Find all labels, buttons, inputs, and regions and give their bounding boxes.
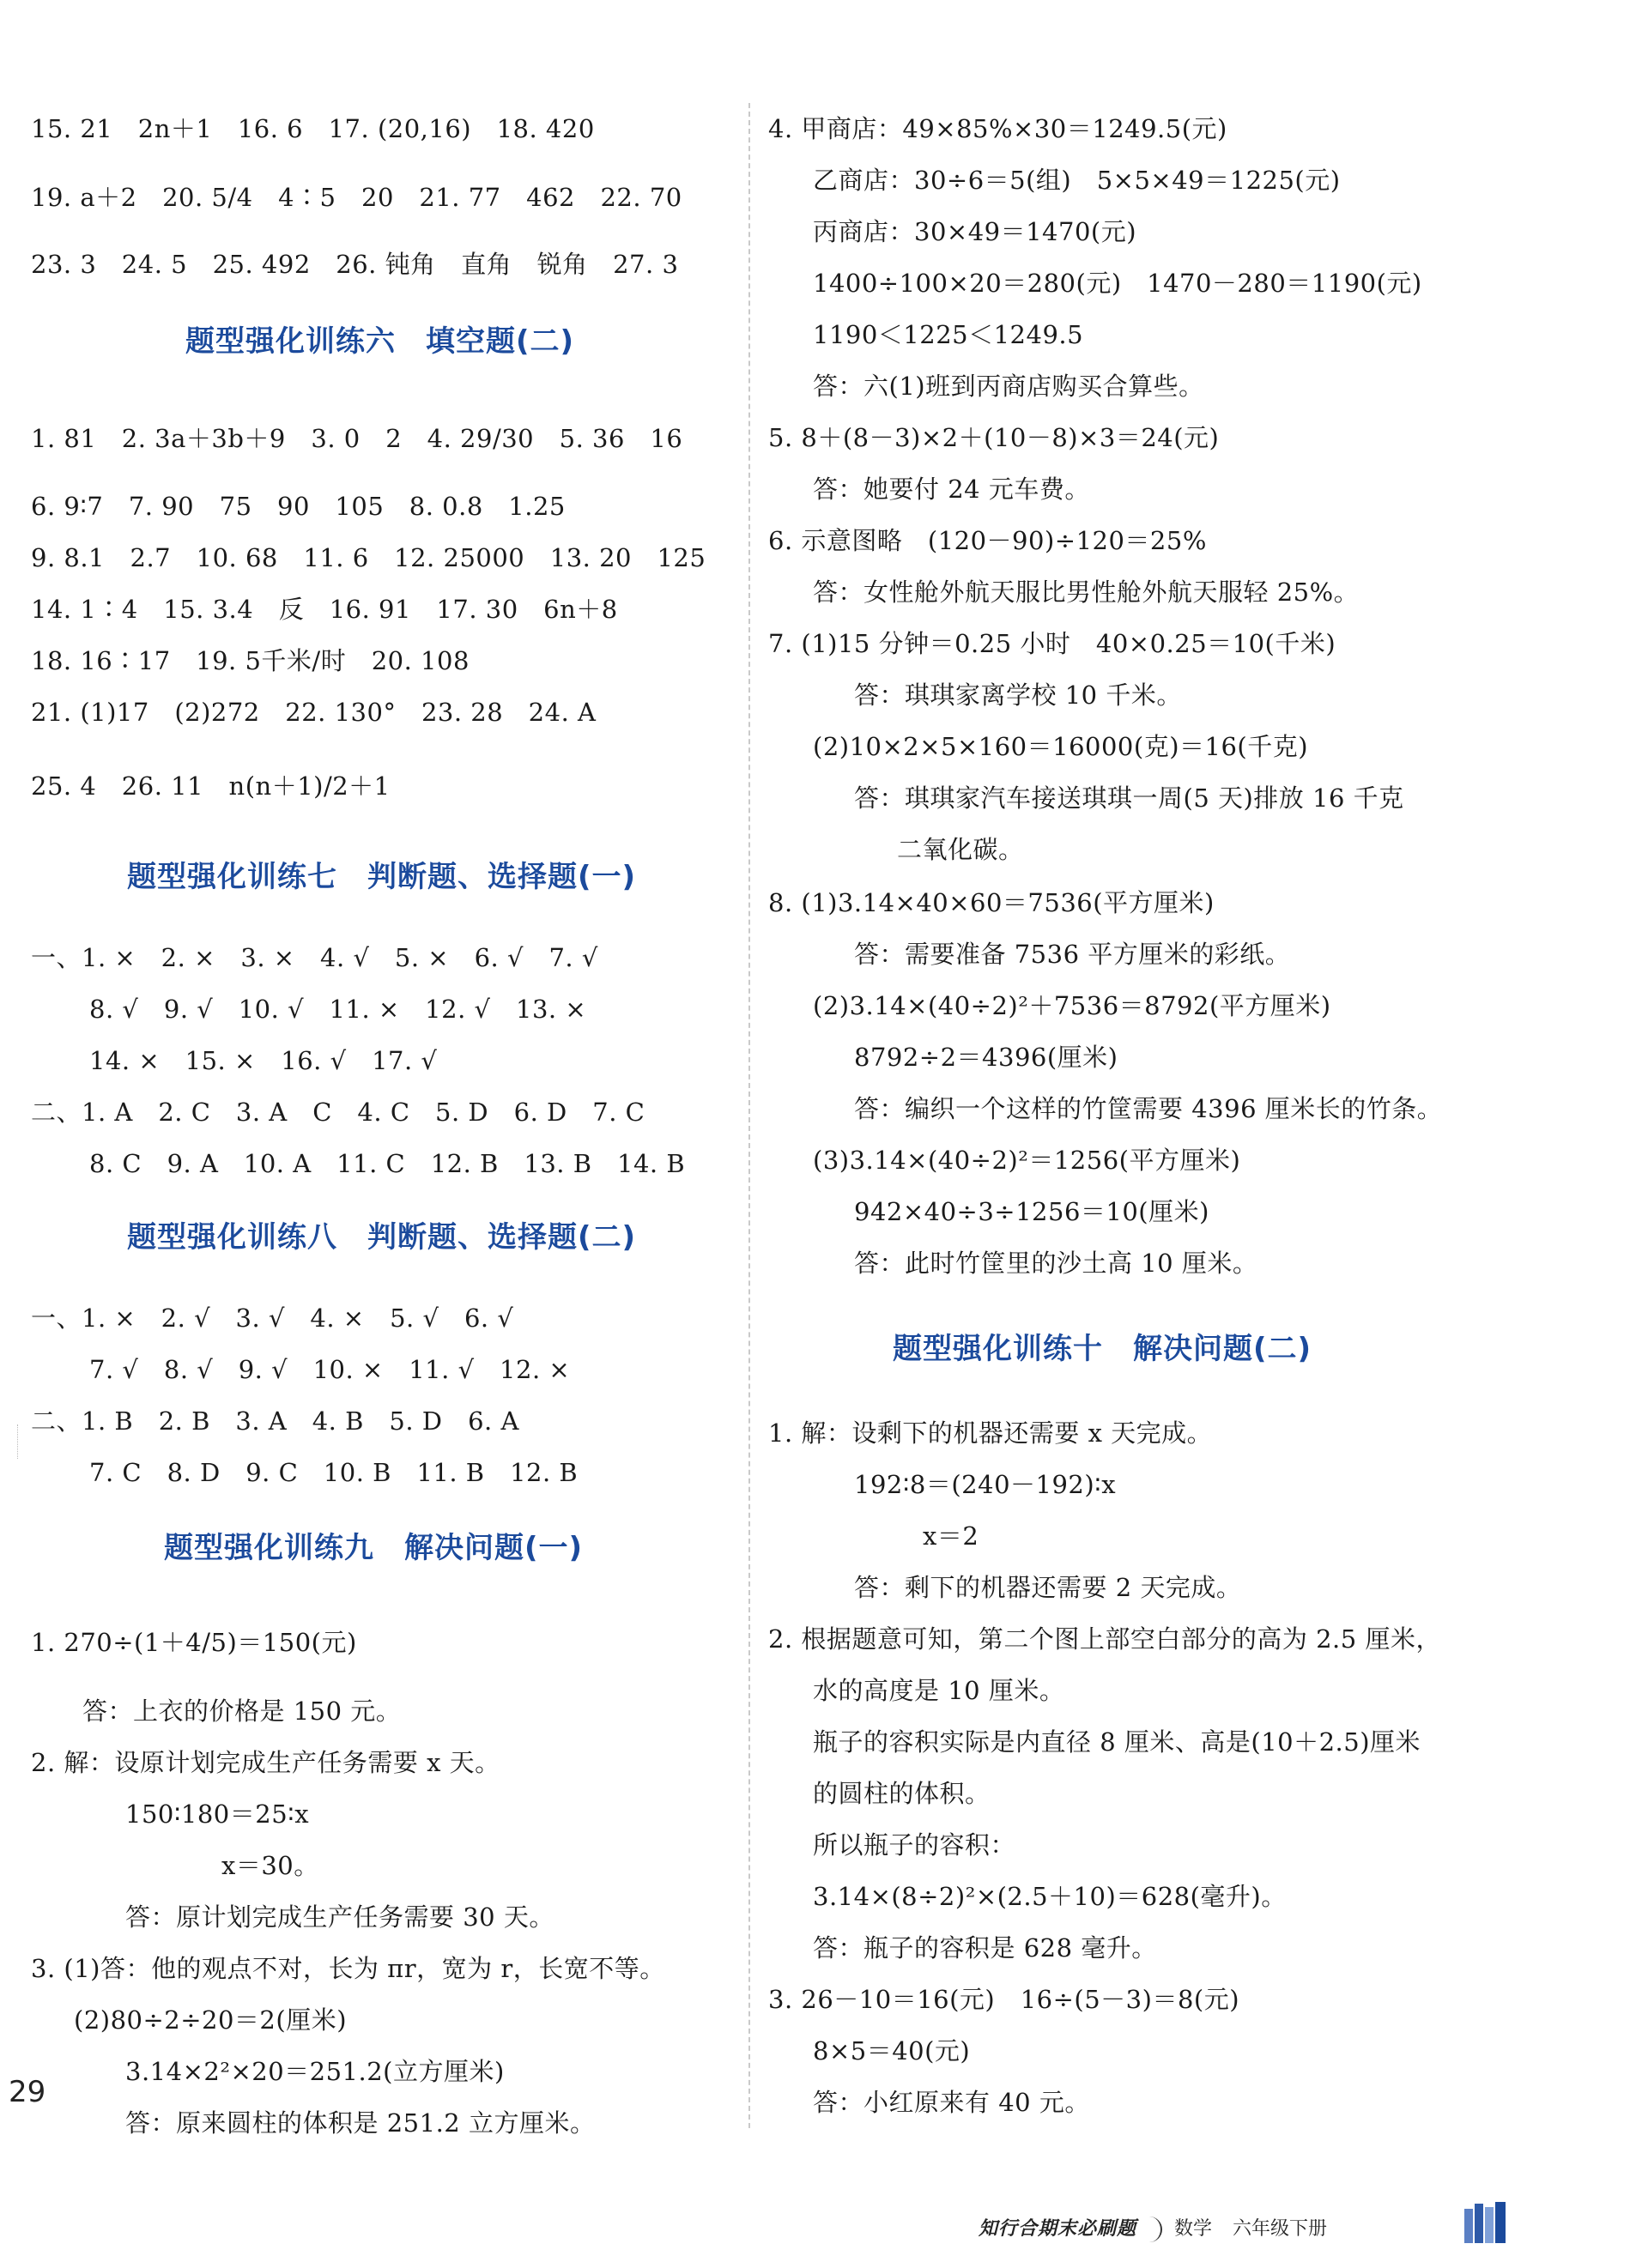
answer-line: 3. (1)答：他的观点不对，长为 πr，宽为 r，长宽不等。: [31, 1954, 665, 1983]
answer-line: 答：琪琪家汽车接送琪琪一周(5 天)排放 16 千克: [854, 783, 1404, 813]
answer-line: 答：此时竹筐里的沙土高 10 厘米。: [854, 1249, 1258, 1278]
answer-line: 14. × 15. × 16. √ 17. √: [89, 1046, 438, 1075]
answer-line: 丙商店：30×49＝1470(元): [813, 217, 1137, 246]
answer-line: 1. 270÷(1＋4/5)＝150(元): [31, 1628, 357, 1657]
answer-line: 答：瓶子的容积是 628 毫升。: [813, 1933, 1157, 1963]
page-number: 29: [9, 2075, 46, 2109]
answer-line: 答：琪琪家离学校 10 千米。: [854, 680, 1182, 710]
footer-subject: 数学: [1174, 2218, 1213, 2240]
answer-line: 5. 8＋(8－3)×2＋(10－8)×3＝24(元): [768, 423, 1220, 452]
answer-line: 二、1. A 2. C 3. A C 4. C 5. D 6. D 7. C: [31, 1098, 645, 1127]
answer-line: 8. C 9. A 10. A 11. C 12. B 13. B 14. B: [89, 1149, 686, 1178]
answer-line: 2. 解：设原计划完成生产任务需要 x 天。: [31, 1748, 500, 1777]
answer-line: 答：剩下的机器还需要 2 天完成。: [854, 1573, 1242, 1602]
answer-line: 水的高度是 10 厘米。: [813, 1676, 1065, 1705]
answer-line: 答：上衣的价格是 150 元。: [82, 1696, 402, 1726]
answer-line: 8792÷2＝4396(厘米): [854, 1043, 1118, 1072]
answer-line: 7. √ 8. √ 9. √ 10. × 11. √ 12. ×: [89, 1355, 571, 1384]
answer-line: 25. 4 26. 11 n(n＋1)/2＋1: [31, 771, 391, 801]
section-heading-7: 题型强化训练七 判断题、选择题(一): [127, 860, 637, 894]
answer-line: (2)3.14×(40÷2)²＋7536＝8792(平方厘米): [813, 991, 1331, 1020]
answer-line: 7. C 8. D 9. C 10. B 11. B 12. B: [89, 1458, 579, 1487]
answer-line: 1. 解：设剩下的机器还需要 x 天完成。: [768, 1418, 1213, 1448]
answer-line: 1190＜1225＜1249.5: [813, 320, 1084, 349]
answer-line: 942×40÷3÷1256＝10(厘米): [854, 1197, 1209, 1226]
answer-line: 答：小红原来有 40 元。: [813, 2088, 1090, 2117]
answer-line: 答：她要付 24 元车费。: [813, 475, 1090, 504]
answer-line: 7. (1)15 分钟＝0.25 小时 40×0.25＝10(千米): [768, 629, 1336, 658]
answer-line: 答：六(1)班到丙商店购买合算些。: [813, 372, 1204, 401]
answer-line: 6. 示意图略 (120－90)÷120＝25%: [768, 526, 1207, 555]
answer-line: 所以瓶子的容积：: [813, 1830, 1016, 1860]
answer-line: 的圆柱的体积。: [813, 1779, 991, 1808]
answer-line: x＝30。: [221, 1851, 319, 1880]
answer-line: 答：原来圆柱的体积是 251.2 立方厘米。: [125, 2108, 596, 2138]
answer-line: 二、1. B 2. B 3. A 4. B 5. D 6. A: [31, 1406, 519, 1436]
answer-line: 一、1. × 2. √ 3. √ 4. × 5. √ 6. √: [31, 1303, 514, 1333]
answer-line: 1400÷100×20＝280(元) 1470－280＝1190(元): [813, 269, 1422, 298]
answer-line: 2. 根据题意可知，第二个图上部空白部分的高为 2.5 厘米，: [768, 1624, 1441, 1654]
answer-line: 9. 8.1 2.7 10. 68 11. 6 12. 25000 13. 20 125: [31, 543, 706, 572]
answer-line: 150∶180＝25∶x: [125, 1799, 310, 1829]
answer-line: 19. a＋2 20. 5/4 4∶5 20 21. 77 462 22. 70: [31, 183, 682, 212]
answer-line: 1. 81 2. 3a＋3b＋9 3. 0 2 4. 29/30 5. 36 16: [31, 424, 683, 453]
answer-line: 3.14×2²×20＝251.2(立方厘米): [125, 2057, 505, 2086]
answer-line: 一、1. × 2. × 3. × 4. √ 5. × 6. √ 7. √: [31, 943, 598, 972]
books-icon: [1459, 2197, 1511, 2248]
answer-line: 8. (1)3.14×40×60＝7536(平方厘米): [768, 888, 1215, 917]
answer-line: 答：女性舱外航天服比男性舱外航天服轻 25%。: [813, 578, 1360, 607]
answer-line: 6. 9∶7 7. 90 75 90 105 8. 0.8 1.25: [31, 492, 566, 521]
answer-line: (2)10×2×5×160＝16000(克)＝16(千克): [813, 732, 1309, 761]
section-heading-6: 题型强化训练六 填空题(二): [185, 324, 575, 359]
answer-line: 192∶8＝(240－192)∶x: [854, 1470, 1117, 1499]
answer-line: 8. √ 9. √ 10. √ 11. × 12. √ 13. ×: [89, 995, 587, 1024]
answer-line: 二氧化碳。: [897, 835, 1024, 864]
footer-grade: 六年级下册: [1233, 2218, 1328, 2240]
answer-line: 3.14×(8÷2)²×(2.5＋10)＝628(毫升)。: [813, 1882, 1287, 1911]
answer-line: 乙商店：30÷6＝5(组) 5×5×49＝1225(元): [813, 166, 1341, 195]
column-divider: [748, 103, 750, 2128]
footer-brand: 知行合期末必刷题: [979, 2218, 1137, 2240]
section-heading-9: 题型强化训练九 解决问题(一): [164, 1531, 584, 1565]
answer-line: 答：需要准备 7536 平方厘米的彩纸。: [854, 940, 1291, 969]
answer-line: 瓶子的容积实际是内直径 8 厘米、高是(10＋2.5)厘米: [813, 1727, 1421, 1757]
answer-line: 4. 甲商店：49×85%×30＝1249.5(元): [768, 114, 1227, 143]
answer-line: (2)80÷2÷20＝2(厘米): [74, 2005, 348, 2035]
footer-separator: [1148, 2217, 1162, 2242]
answer-line: 8×5＝40(元): [813, 2036, 971, 2065]
section-heading-8: 题型强化训练八 判断题、选择题(二): [127, 1220, 637, 1255]
answer-line: 15. 21 2n＋1 16. 6 17. (20,16) 18. 420: [31, 114, 595, 143]
answer-line: 18. 16∶17 19. 5千米/时 20. 108: [31, 646, 470, 675]
answer-line: 14. 1∶4 15. 3.4 反 16. 91 17. 30 6n＋8: [31, 595, 618, 624]
answer-line: x＝2: [923, 1521, 979, 1551]
answer-line: 答：编织一个这样的竹筐需要 4396 厘米长的竹条。: [854, 1094, 1443, 1123]
answer-line: 21. (1)17 (2)272 22. 130° 23. 28 24. A: [31, 698, 597, 727]
section-heading-10: 题型强化训练十 解决问题(二): [893, 1332, 1312, 1366]
answer-line: 23. 3 24. 5 25. 492 26. 钝角 直角 锐角 27. 3: [31, 250, 679, 279]
margin-mark: [17, 1424, 18, 1459]
footer: [979, 2214, 1327, 2242]
answer-line: 答：原计划完成生产任务需要 30 天。: [125, 1902, 554, 1932]
answer-line: 3. 26－10＝16(元) 16÷(5－3)＝8(元): [768, 1985, 1240, 2014]
answer-line: (3)3.14×(40÷2)²＝1256(平方厘米): [813, 1146, 1241, 1175]
